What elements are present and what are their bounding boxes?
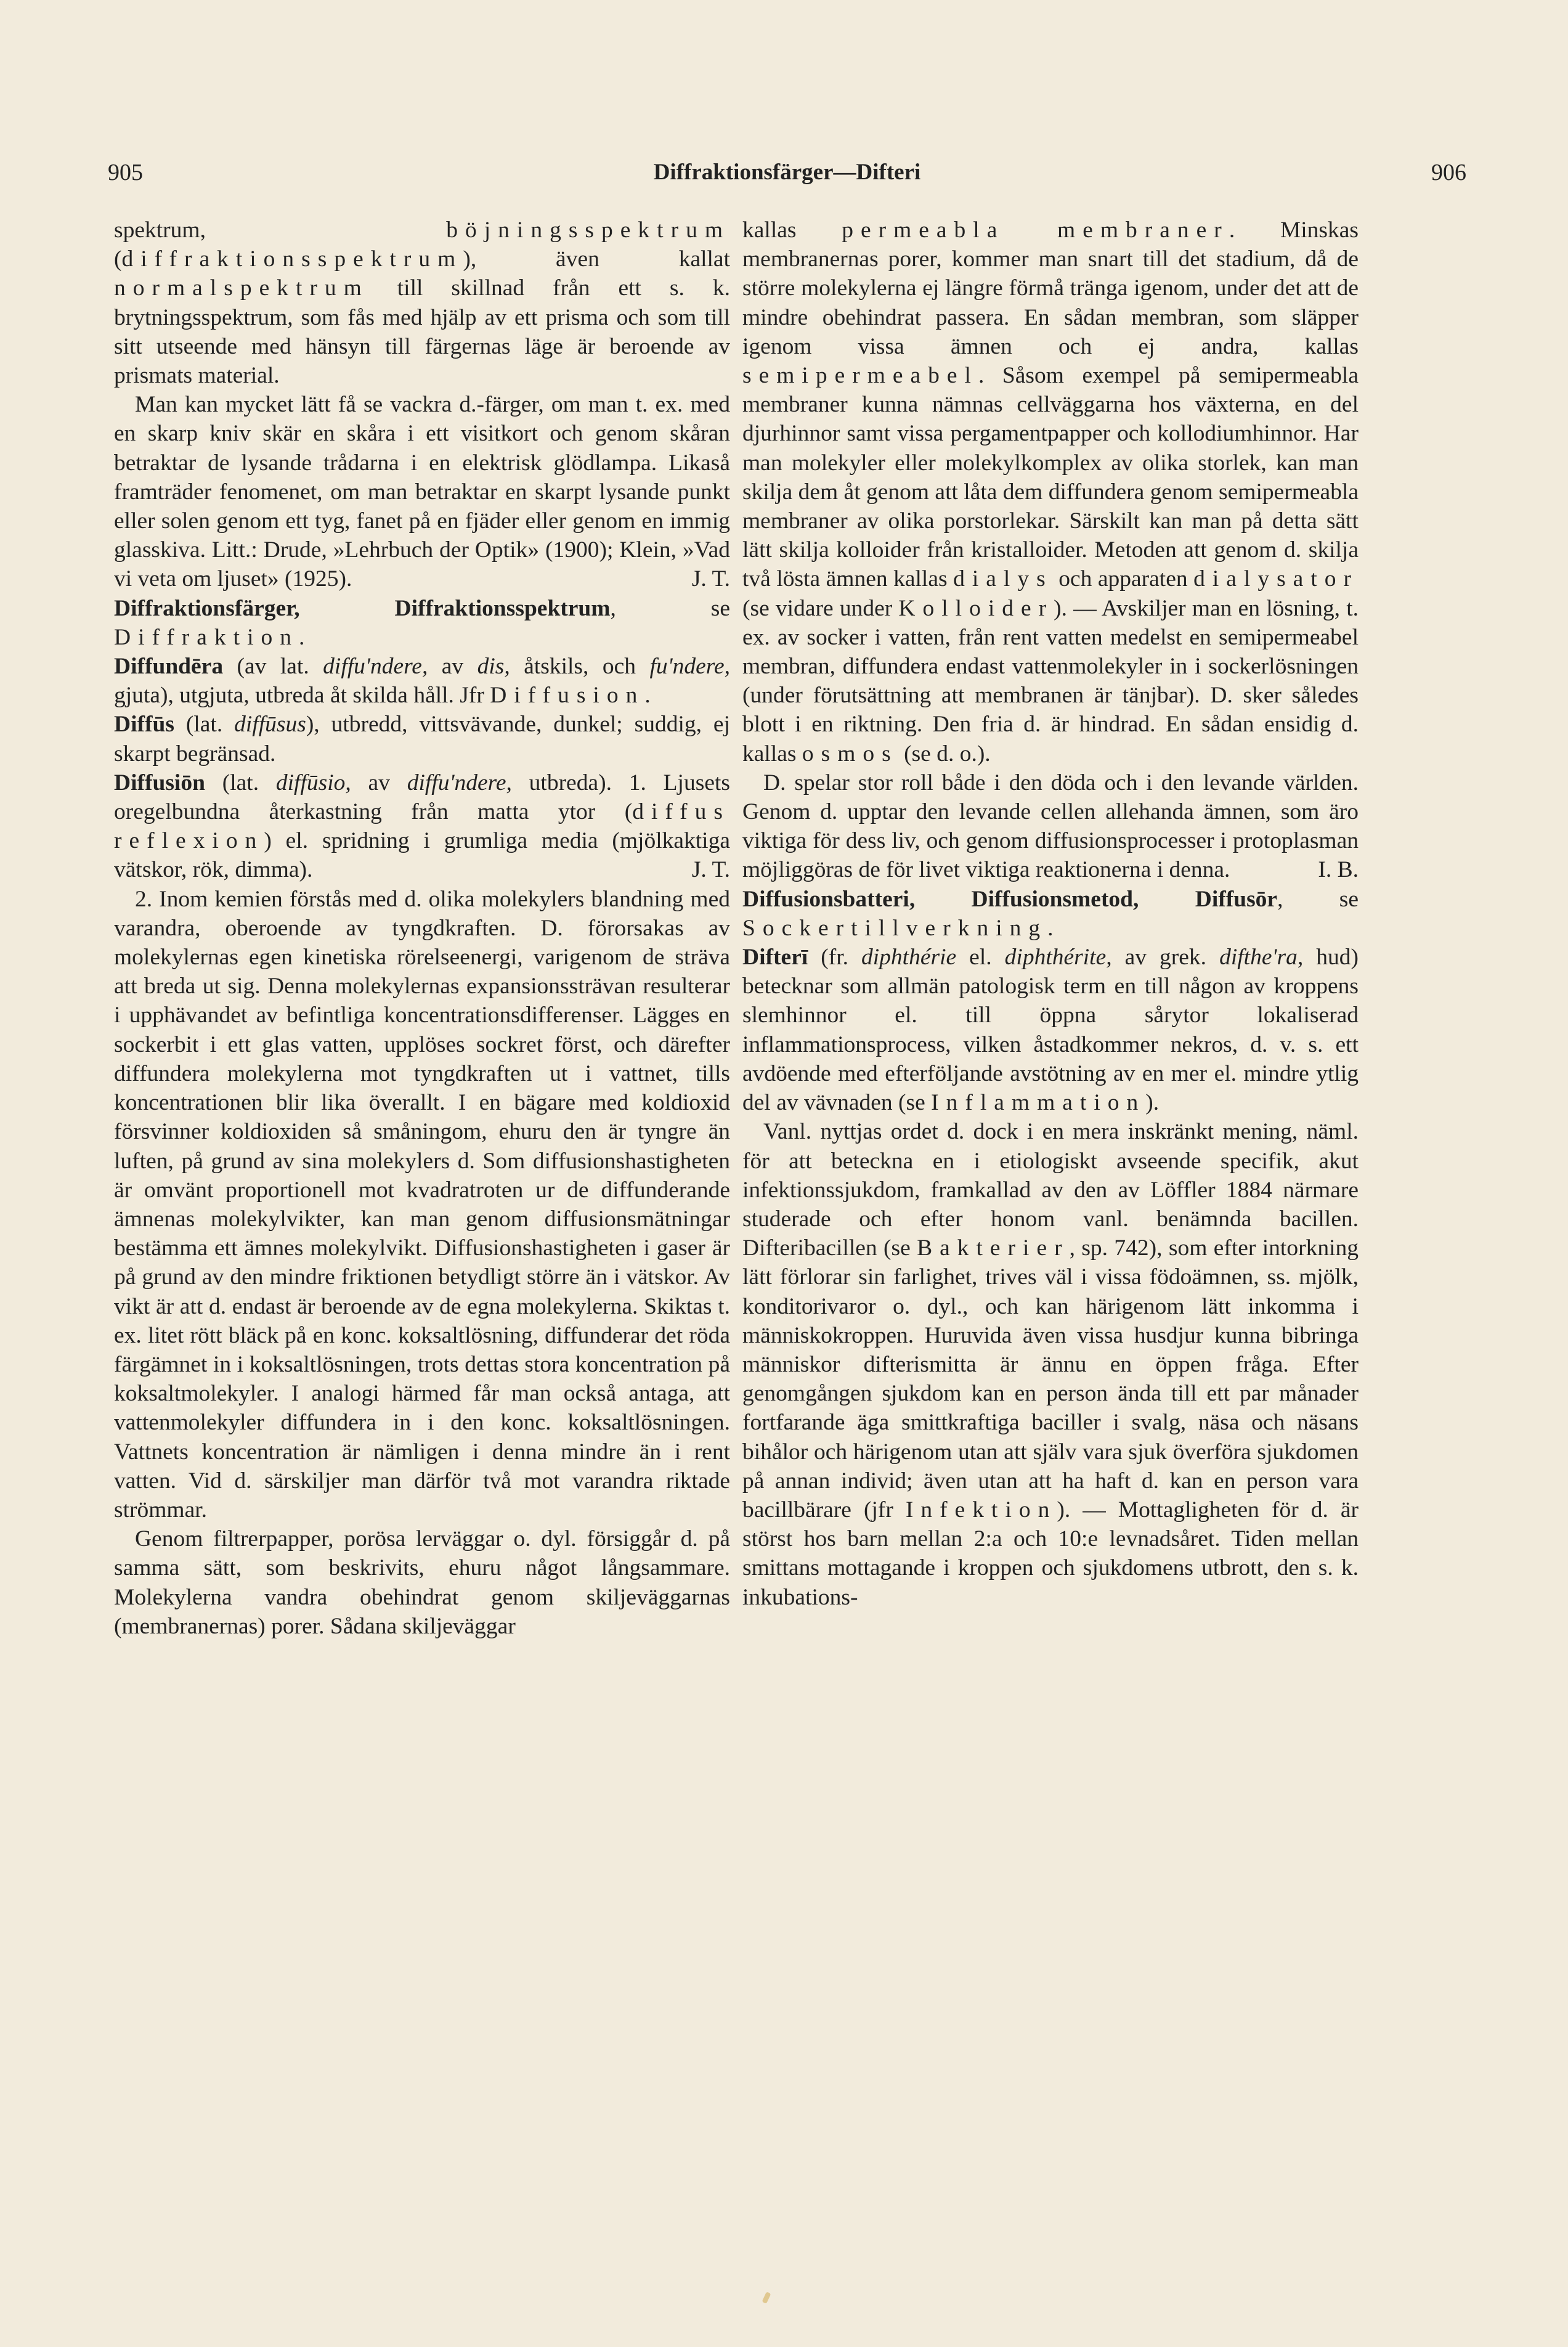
right-page-number: 906 bbox=[1431, 160, 1466, 185]
cross-reference: Infektion bbox=[905, 1497, 1057, 1523]
paragraph-diffraktionsfarger-example: Man kan mycket lätt få se vackra d.-färger, om man t. ex. med en skarp kniv skär en skåra i ett visitkort och genom skåran betraktar de lysande trådarna i en elektrisk glödlampa. Likaså framträder fenomenet, om man betraktar en skarpt lysande punkt eller solen genom ett tyg, fanet på en fjäder eller genom en immig glasskiva. Litt.: Drude, »Lehrbuch der Optik» (1900); Klein, »Vad vi veta om ljuset» (1925). J. T. bbox=[114, 390, 730, 593]
paragraph-diffusion-chemistry: 2. Inom kemien förstås med d. olika molekylers blandning med varandra, oberoende av tyngdkraften. D. förorsakas av molekylernas egen kinetiska rörelseenergi, varigenom de sträva att breda ut sig. Denna molekylernas expansionssträvan resulterar i upphävandet av befintliga koncentrationsdifferenser. Lägges en sockerbit i ett glas vatten, upplöses sockret först, och därefter diffundera molekylerna mot tyngdkraften ut i vattnet, tills koncentrationen blir lika överallt. I en bägare med koldioxid försvinner koldioxiden så småningom, ehuru den är tyngre än luften, på grund av sina molekylers d. Som diffusionshastigheten är omvänt proportionell mot kvadratroten ur de diffunderande ämnenas molekylvikter, kan man genom diffusionsmätningar bestämma ett ämnes molekylvikt. Diffusionshastigheten i gaser är på grund av den mindre friktionen betydligt större än i vätskor. Av vikt är att d. endast är beroende av de egna molekylerna. Skiktas t. ex. litet rött bläck på en konc. koksaltlösning, diffunderar det röda färgämnet in i koksaltlösningen, trots dettas stora koncentration på koksaltmolekyler. I analogi härmed får man också antaga, att vattenmolekyler diffundera in i den konc. koksaltlösningen. Vattnets koncentration är nämligen i denna mindre än i rent vatten. Vid d. särskiljer man därför två mot varandra riktade strömmar. bbox=[114, 886, 730, 1523]
entry-diffundera: Diffundēra (av lat. diffu'ndere, av dis, åtskils, och fu'ndere, gjuta), utgjuta, utbreda åt skilda håll. Jfr Diffusion. bbox=[114, 654, 730, 709]
cross-reference: Diffraktion bbox=[114, 624, 299, 650]
entry-diffraktion-continued: spektrum, böjningsspektrum (diffraktionsspektrum), även kallat normalspektrum till skillnad från ett s. k. brytningsspektrum, som fås med hjälp av ett prisma och som till sitt utseende med hänsyn till färgernas läge är beroende av prismats material. bbox=[114, 218, 730, 389]
headword: Difterī bbox=[742, 945, 808, 970]
running-header bbox=[108, 148, 1466, 197]
paragraph-diffusion-biology: D. spelar stor roll både i den döda och i den levande världen. Genom d. upptar den levande cellen allehanda ämnen, som äro viktiga för dess liv, och genom diffusionsprocesser i protoplasman möjliggöras de för livet viktiga reaktionerna i denna. I. B. bbox=[742, 768, 1359, 885]
cross-reference: Bakterier bbox=[917, 1235, 1070, 1261]
headword: Diffūs bbox=[114, 712, 174, 738]
author-signature: I. B. bbox=[1318, 857, 1359, 883]
entry-diffusionsbatteri: Diffusionsbatteri, Diffusionsmetod, Diffusōr, se Sockertillverkning. bbox=[742, 886, 1359, 941]
left-column bbox=[114, 216, 730, 1641]
right-column bbox=[742, 216, 1359, 1612]
headword: Diffusiōn bbox=[114, 770, 205, 795]
cross-reference: Kolloider bbox=[898, 595, 1054, 621]
headword: Diffusionsbatteri, Diffusionsmetod, Diffusōr bbox=[742, 886, 1278, 912]
running-title: Diffraktionsfärger—Difteri bbox=[653, 160, 921, 185]
author-signature: J. T. bbox=[691, 566, 730, 592]
left-page-number: 905 bbox=[108, 160, 143, 185]
paragraph-membranes: kallas permeabla membraner. Minskas membranernas porer, kommer man snart till det stadium, då de större molekylerna ej längre förmå tränga igenom, under det att de mindre obehindrat passera. En sådan membran, som släpper igenom vissa ämnen och ej andra, kallas semipermeabel. Såsom exempel på semipermeabla membraner kunna nämnas cellväggarna hos växterna, en del djurhinnor samt vissa pergamentpapper och kollodiumhinnor. Har man molekyler eller molekylkomplex av olika storlek, kan man skilja dem åt genom att låta dem diffundera genom semipermeabla membraner av olika porstorlekar. Särskilt kan man på detta sätt lätt skilja kolloider från kristalloider. Metoden att genom d. skilja två lösta ämnen kallas dialys och apparaten dialysator (se vidare under Kolloider). — Avskiljer man en lösning, t. ex. av socker i vatten, från rent vatten medelst en semipermeabel membran, diffundera endast vattenmolekyler in i sockerlösningen (under förutsättning att membranen är tänjbar). D. sker således blott i en riktning. Den fria d. är hindrad. En sådan ensidig d. kallas osmos (se d. o.). bbox=[742, 218, 1359, 767]
author-signature: J. T. bbox=[691, 857, 730, 883]
cross-reference: Diffusion bbox=[490, 683, 645, 709]
paper-mark bbox=[762, 2292, 771, 2304]
entry-diffusion: Diffusiōn (lat. diffūsio, av diffu'ndere, utbreda). 1. Ljusets oregelbundna återkastning från matta ytor (diffus reflexion) el. spridning i grumliga media (mjölkaktiga vätskor, rök, dimma). J. T. bbox=[114, 768, 730, 885]
entry-diffus: Diffūs (lat. diffūsus), utbredd, vittsvävande, dunkel; suddig, ej skarpt begränsad. bbox=[114, 712, 730, 767]
headword: Diffraktionsfärger, Diffraktionsspektrum bbox=[114, 595, 611, 621]
paragraph-diffusion-filter: Genom filtrerpapper, porösa lerväggar o. dyl. försiggår d. på samma sätt, som beskrivits, ehuru något långsammare. Molekylerna vandra obehindrat genom skiljeväggarnas (membranernas) porer. Sådana skiljeväggar bbox=[114, 1526, 730, 1639]
paragraph-difteri-specific: Vanl. nyttjas ordet d. dock i en mera inskränkt mening, näml. för att beteckna en i etiologiskt avseende specifik, akut infektionssjukdom, framkallad av den av Löffler 1884 närmare studerade och efter honom vanl. benämnda bacillen. Difteribacillen (se Bakterier, sp. 742), som efter intorkning lätt förlorar sin farlighet, trives väl i vissa födoämnen, ss. mjölk, konditorivaror o. dyl., och kan härigenom lätt inkomma i människokroppen. Huruvida även vissa husdjur kunna bibringa människor difterismitta är ännu en öppen fråga. Efter genomgången sjukdom kan en person ända till ett par månader fortfarande äga smittkraftiga baciller i svalg, näsa och näsans bihålor och härigenom utan att själv vara sjuk överföra sjukdomen på annan individ; även utan att ha haft d. kan en person vara bacillbärare (jfr Infektion). — Mottagligheten för d. är störst hos barn mellan 2:a och 10:e levnadsåret. Tiden mellan smittans mottagande i kroppen och sjukdomens utbrott, den s. k. inkubations- bbox=[742, 1119, 1359, 1610]
cross-reference: Inflammation bbox=[931, 1090, 1146, 1116]
headword: Diffundēra bbox=[114, 654, 224, 680]
entry-difteri: Difterī (fr. diphthérie el. diphthérite, av grek. difthe'ra, hud) betecknar som allmän patologisk term en till någon av kroppens slemhinnor el. till öppna sårytor lokaliserad inflammationsprocess, vilken åstadkommer nekros, d. v. s. ett avdöende med efterföljande avstötning av en mer el. mindre ytlig del av vävnaden (se Inflammation). bbox=[742, 945, 1359, 1116]
entry-diffraktionsfarger: Diffraktionsfärger, Diffraktionsspektrum, se Diffraktion. bbox=[114, 595, 730, 650]
cross-reference: Sockertillverkning bbox=[742, 915, 1048, 941]
